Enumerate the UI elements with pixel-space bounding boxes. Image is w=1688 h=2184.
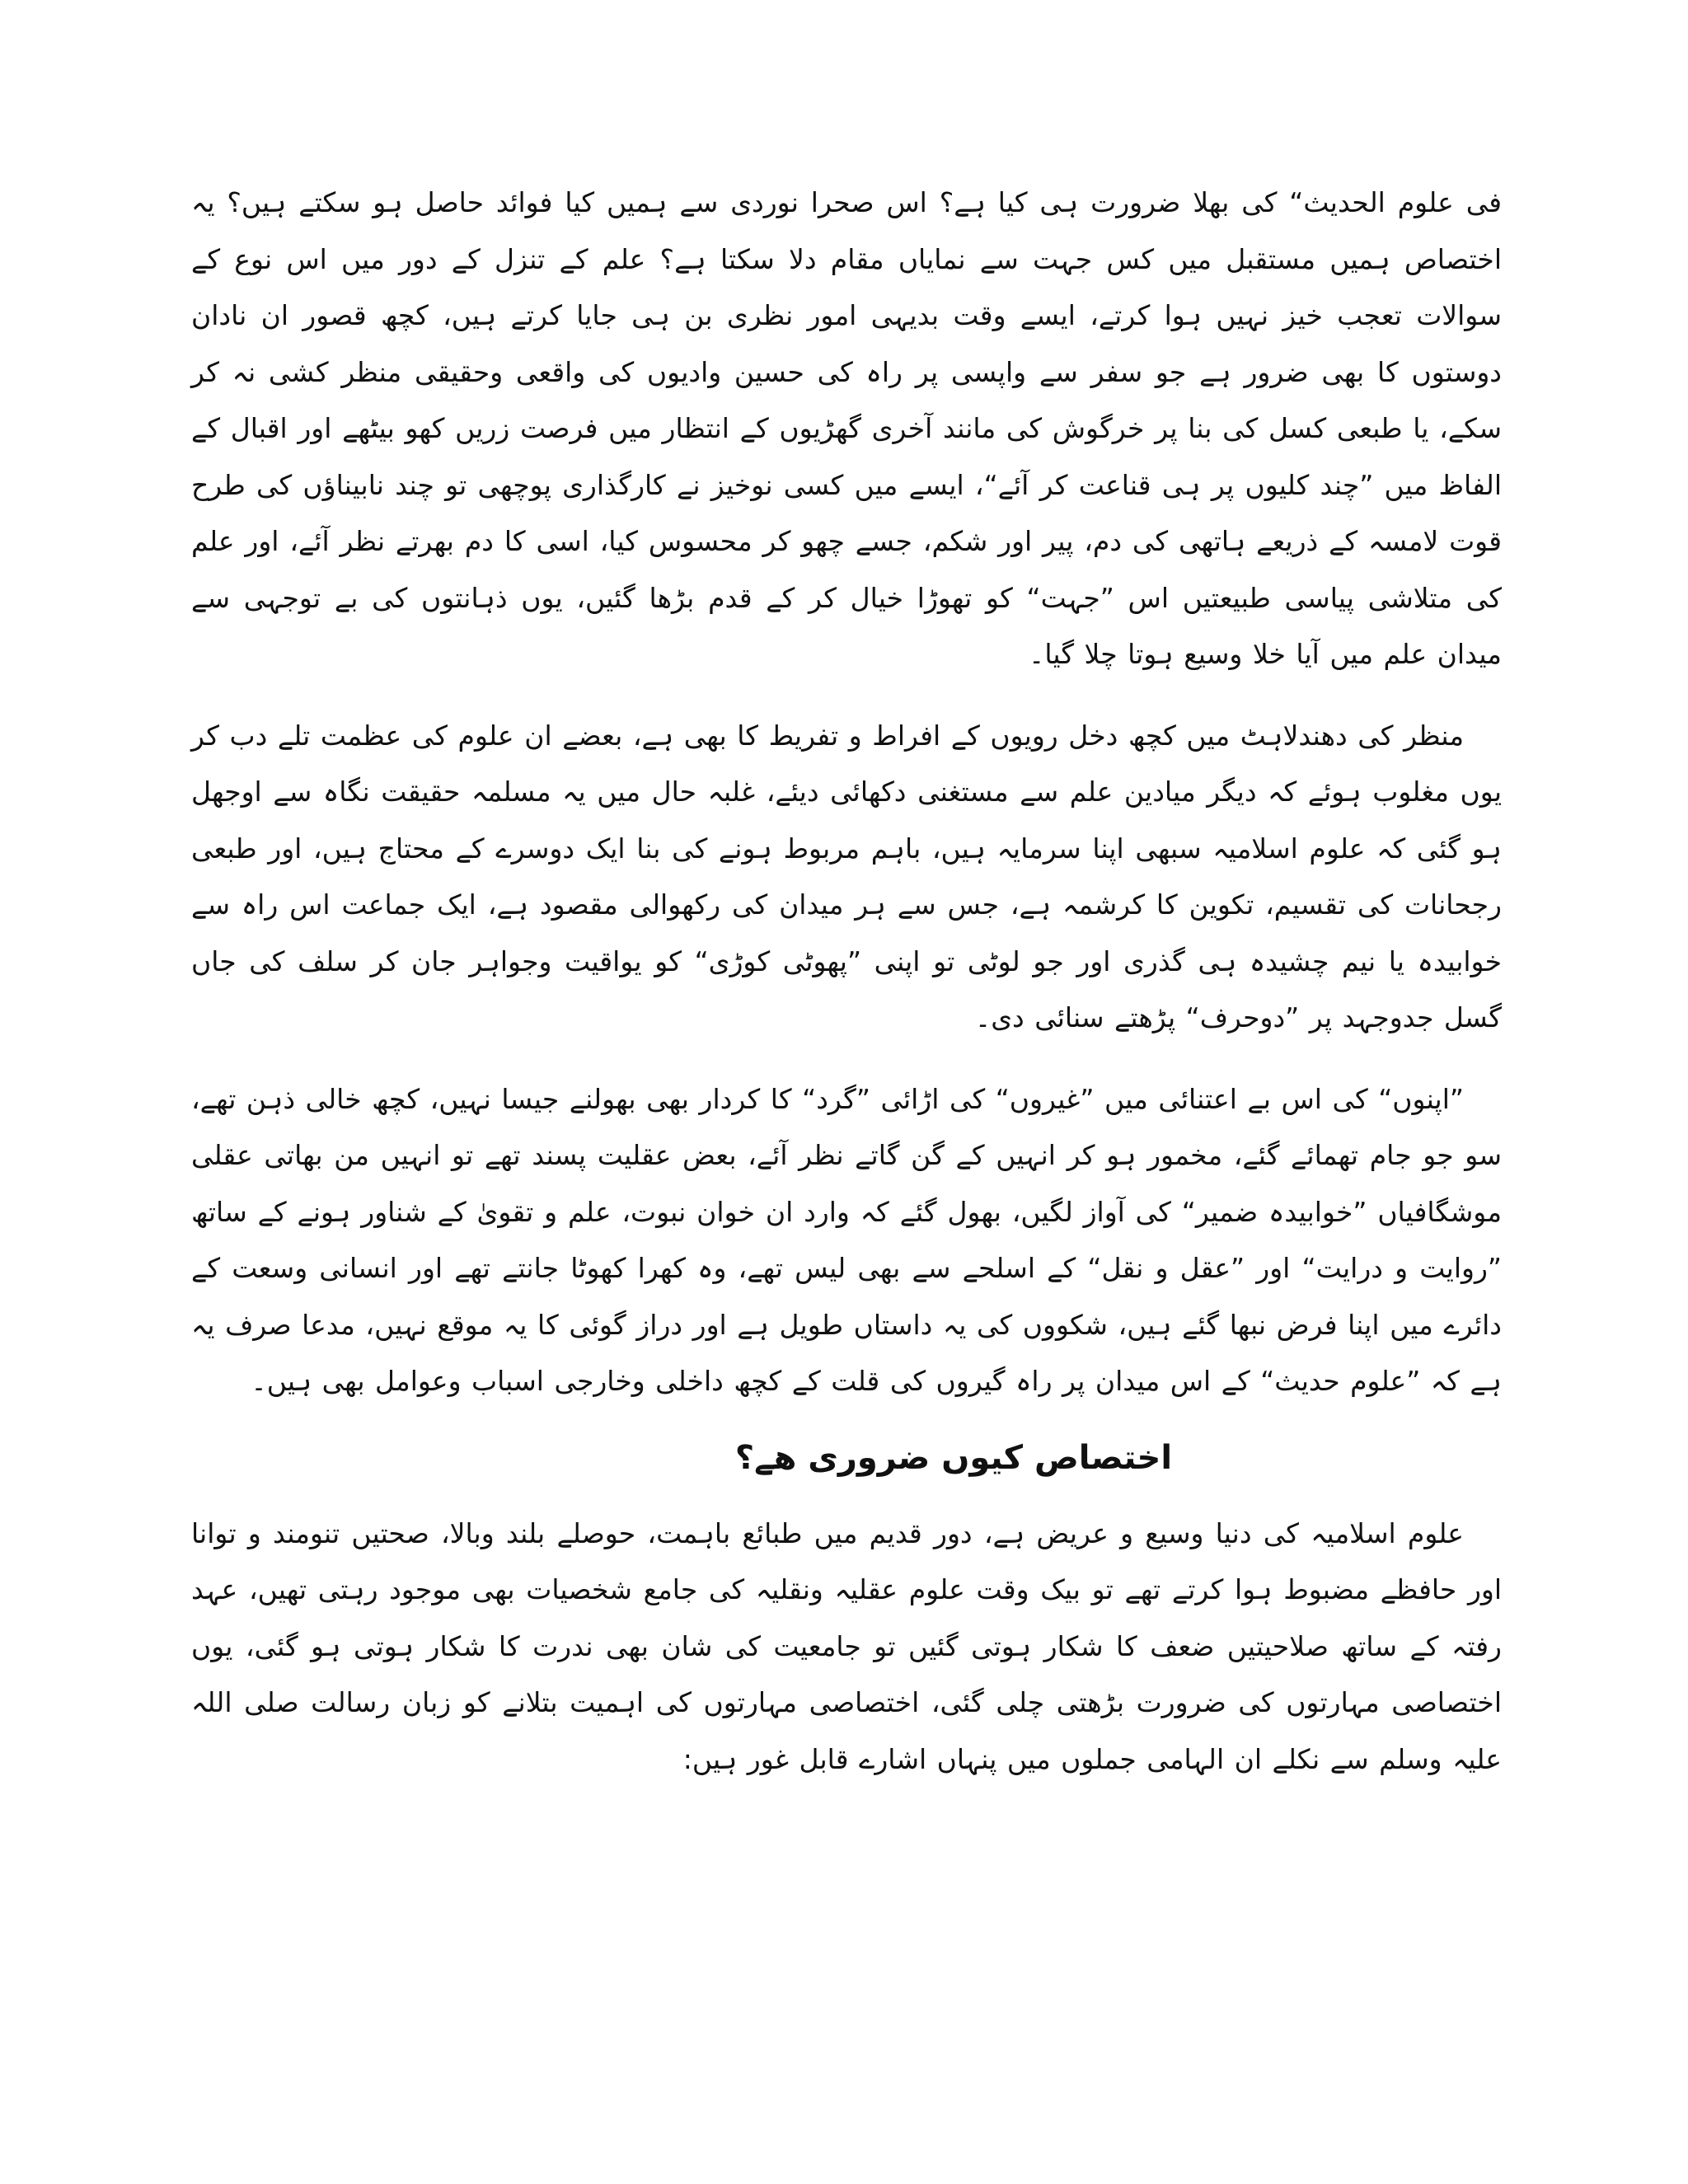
section-heading: اختصاص کیوں ضروری ھے؟	[734, 1438, 1173, 1477]
document-body	[191, 175, 1502, 1788]
paragraph-4: علوم اسلامیہ کی دنیا وسیع و عریض ہے، دور قدیم میں طبائع باہمت، حوصلے بلند وبالا، صحتیں تنومند و توانا اور حافظے مضبوط ہوا کرتے تھے تو بیک وقت علوم عقلیہ ونقلیہ کی جامع شخصیات بھی موجود رہتی تھیں، عہد رفتہ کے ساتھ صلاحیتیں ضعف کا شکار ہوتی گئیں تو جامعیت کی شان بھی ندرت کا شکار ہوتی ہو گئی، یوں اختصاصی مہارتوں کی ضرورت بڑھتی چلی گئی، اختصاصی مہارتوں کی اہمیت بتلانے کو زبان رسالت صلی اللہ علیہ وسلم سے نکلے ان الہامی جملوں میں پنہاں اشارے قابل غور ہیں:	[191, 1516, 1502, 1775]
paragraph-2: منظر کی دھندلاہٹ میں کچھ دخل رویوں کے افراط و تفریط کا بھی ہے، بعضے ان علوم کی عظمت تلے دب کر یوں مغلوب ہوئے کہ دیگر میادین علم سے مستغنی دکھائی دیئے، غلبہ حال میں یہ مسلمہ حقیقت نگاہ سے اوجھل ہو گئی کہ علوم اسلامیہ سبھی اپنا سرمایہ ہیں، باہم مربوط ہونے کی بنا ایک دوسرے کے محتاج ہیں، اور طبعی رجحانات کی تقسیم، تکوین کا کرشمہ ہے، جس سے ہر میدان کی رکھوالی مقصود ہے، ایک جماعت اس راہ سے خوابیدہ یا نیم چشیدہ ہی گذری اور جو لوٹی تو اپنی ”پھوٹی کوڑی“ کو یواقیت وجواہر جان کر سلف کی جاں گسل جدوجہد پر ”دوحرف“ پڑھتے سنائی دی۔	[191, 719, 1502, 1033]
paragraph-3: ”اپنوں“ کی اس بے اعتنائی میں ”غیروں“ کی اڑائی ”گرد“ کا کردار بھی بھولنے جیسا نہیں، کچھ خالی ذہن تھے، سو جو جام تھمائے گئے، مخمور ہو کر انہیں کے گن گاتے نظر آئے، بعض عقلیت پسند تھے تو انہیں من بھاتی عقلی موشگافیاں ”خوابیدہ ضمیر“ کی آواز لگیں، بھول گئے کہ وارد ان خوان نبوت، علم و تقویٰ کے شناور ہونے کے ساتھ ”روایت و درایت“ اور ”عقل و نقل“ کے اسلحے سے بھی لیس تھے، وہ کھرا کھوٹا جانتے تھے اور انسانی وسعت کے دائرے میں اپنا فرض نبھا گئے ہیں، شکووں کی یہ داستاں طویل ہے اور دراز گوئی کا یہ موقع نہیں، مدعا صرف یہ ہے کہ ”علوم حدیث“ کے اس میدان پر راہ گیروں کی قلت کے کچھ داخلی وخارجی اسباب وعوامل بھی ہیں۔	[191, 1082, 1502, 1397]
paragraph-1: فی علوم الحدیث“ کی بھلا ضرورت ہی کیا ہے؟ اس صحرا نوردی سے ہمیں کیا فوائد حاصل ہو سکتے ہیں؟ یہ اختصاص ہمیں مستقبل میں کس جہت سے نمایاں مقام دلا سکتا ہے؟ علم کے تنزل کے دور میں اس نوع کے سوالات تعجب خیز نہیں ہوا کرتے، ایسے وقت بدیہی امور نظری بن ہی جایا کرتے ہیں، کچھ قصور ان نادان دوستوں کا بھی ضرور ہے جو سفر سے واپسی پر راہ کی حسین وادیوں کی واقعی وحقیقی منظر کشی نہ کر سکے، یا طبعی کسل کی بنا پر خرگوش کی مانند آخری گھڑیوں کے انتظار میں فرصت زریں کھو بیٹھے اور اقبال کے الفاظ میں ”چند کلیوں پر ہی قناعت کر آئے“، ایسے میں کسی نوخیز نے کارگذاری پوچھی تو چند نابیناؤں کی طرح قوت لامسہ کے ذریعے ہاتھی کی دم، پیر اور شکم، جسے چھو کر محسوس کیا، اسی کا دم بھرتے نظر آئے، اور علم کی متلاشی پیاسی طبیعتیں اس ”جہت“ کو تھوڑا خیال کر کے قدم بڑھا گئیں، یوں ذہانتوں کی بے توجہی سے میدان علم میں آیا خلا وسیع ہوتا چلا گیا۔	[191, 186, 1502, 670]
